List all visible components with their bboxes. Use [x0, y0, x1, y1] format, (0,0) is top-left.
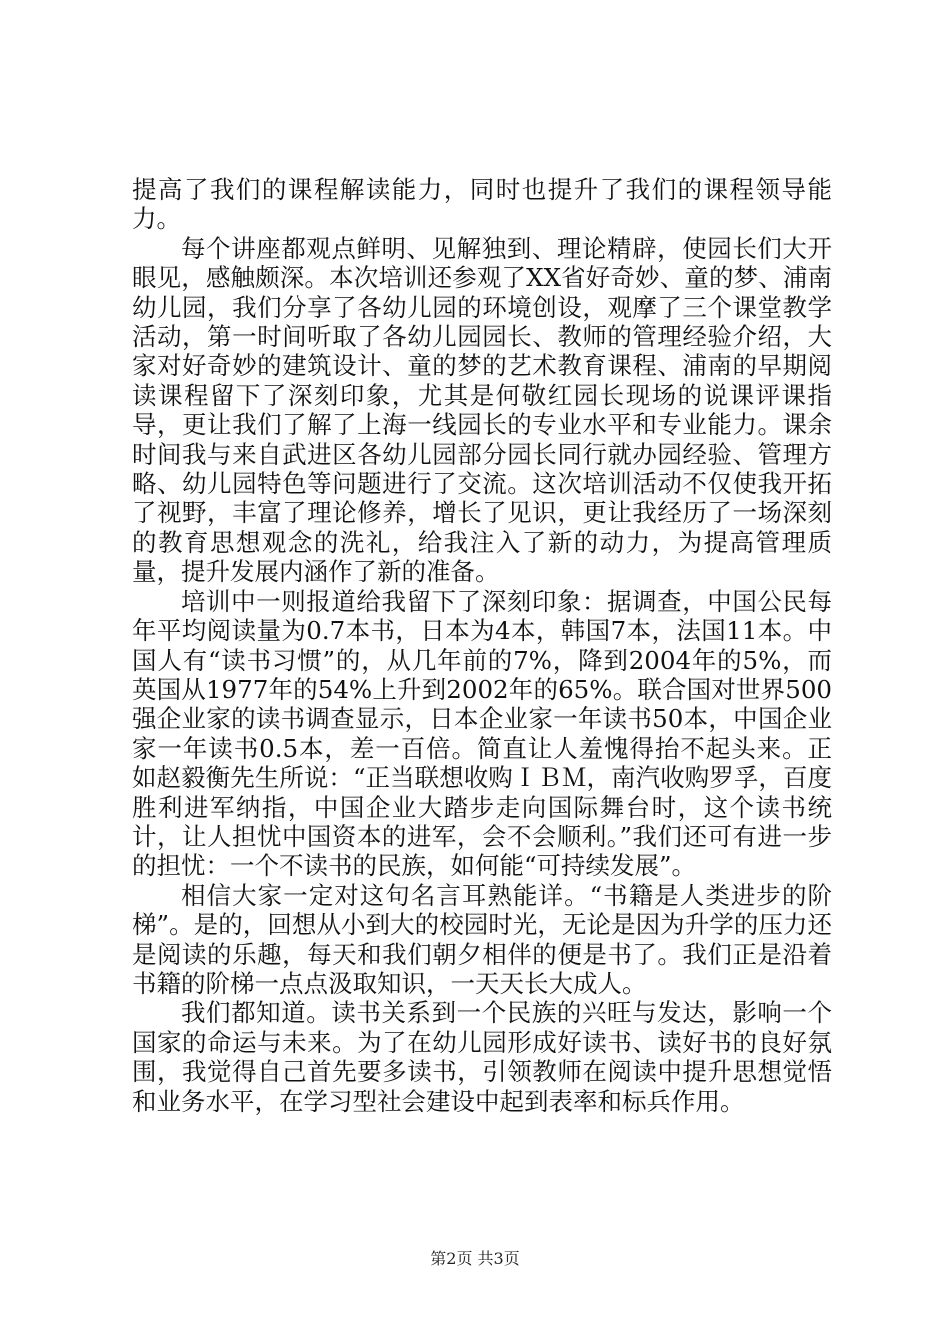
- document-body: [132, 175, 832, 1116]
- paragraph-3: 培训中一则报道给我留下了深刻印象：据调查，中国公民每年平均阅读量为0.7本书，日本为4本，韩国7本，法国11本。中国人有“读书习惯”的，从几年前的7%，降到2004年的5%，而英国从1977年的54%上升到2002年的65%。联合国对世界500强企业家的读书调查显示，日本企业家一年读书50本，中国企业家一年读书0.5本，差一百倍。简直让人羞愧得抬不起头来。正如赵毅衡先生所说：“正当联想收购ＩＢＭ，南汽收购罗孚，百度胜利进军纳指，中国企业大踏步走向国际舞台时，这个读书统计，让人担忧中国资本的进军，会不会顺利。”我们还可有进一步的担忧：一个不读书的民族，如何能“可持续发展”。: [132, 586, 832, 881]
- paragraph-2: 每个讲座都观点鲜明、见解独到、理论精辟，使园长们大开眼见，感触颇深。本次培训还参观了XX省好奇妙、童的梦、浦南幼儿园，我们分享了各幼儿园的环境创设，观摩了三个课堂教学活动，第一时间听取了各幼儿园园长、教师的管理经验介绍，大家对好奇妙的建筑设计、童的梦的艺术教育课程、浦南的早期阅读课程留下了深刻印象，尤其是何敬红园长现场的说课评课指导，更让我们了解了上海一线园长的专业水平和专业能力。课余时间我与来自武进区各幼儿园部分园长同行就办园经验、管理方略、幼儿园特色等问题进行了交流。这次培训活动不仅使我开拓了视野，丰富了理论修养，增长了见识，更让我经历了一场深刻的教育思想观念的洗礼，给我注入了新的动力，为提高管理质量，提升发展内涵作了新的准备。: [132, 233, 832, 587]
- paragraph-5: 我们都知道。读书关系到一个民族的兴旺与发达，影响一个国家的命运与未来。为了在幼儿园形成好读书、读好书的良好氛围，我觉得自己首先要多读书，引领教师在阅读中提升思想觉悟和业务水平，在学习型社会建设中起到表率和标兵作用。: [132, 998, 832, 1116]
- paragraph-4: 相信大家一定对这句名言耳熟能详。“书籍是人类进步的阶梯”。是的，回想从小到大的校园时光，无论是因为升学的压力还是阅读的乐趣，每天和我们朝夕相伴的便是书了。我们正是沿着书籍的阶梯一点点汲取知识，一天天长大成人。: [132, 880, 832, 998]
- page-footer: 第2页 共3页: [430, 1249, 520, 1268]
- paragraph-1: 提高了我们的课程解读能力，同时也提升了我们的课程领导能力。: [132, 175, 832, 234]
